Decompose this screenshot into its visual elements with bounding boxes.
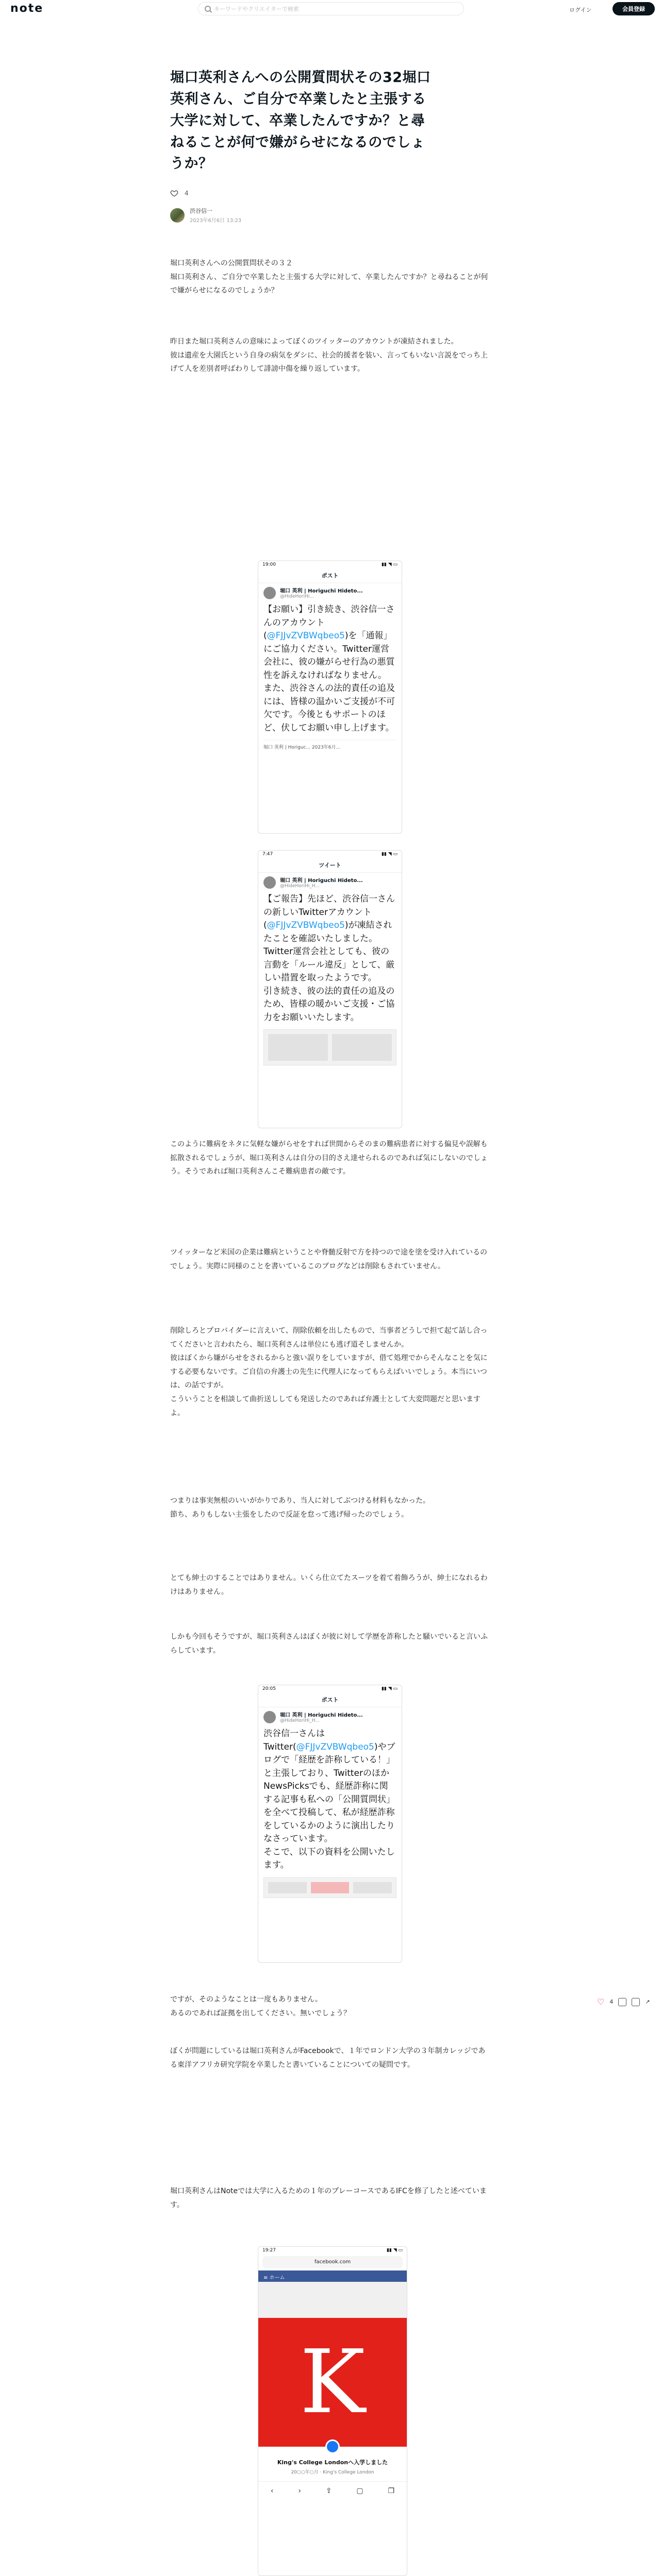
- note-logo[interactable]: note: [10, 2, 44, 15]
- quoted-tweet: 堀口 英利 | Horiguc... 2023年6月...: [263, 740, 396, 750]
- share-icon: ⇪: [325, 2487, 332, 2495]
- search-input[interactable]: [198, 2, 464, 15]
- signup-button[interactable]: 会員登録: [613, 2, 655, 15]
- paragraph: 昨日また堀口英利さんの意味によってぼくのツイッターのアカウントが凍結されました。 彼は遺産を大園氏という自身の病気をダシに、社会的援者を装い、言ってもいない言説をでっち上げて人を差別者呼ばわりして誹謗中傷を繰り返しています。: [170, 337, 488, 374]
- side-like-count: 4: [609, 1998, 614, 2005]
- book-icon: ▢: [356, 2487, 363, 2495]
- paragraph: つまりは事実無根のいいがかりであり、当人に対してぶつける材料もなかった。 節ち、ありもしない主張をしたので反証を怠って逃げ帰ったのでしょう。: [170, 1497, 430, 1519]
- post-date: 2023年6月6日 13:23: [190, 218, 242, 224]
- search-placeholder: キーワードやクリエイターで検索: [214, 6, 299, 12]
- tweet-screenshot: [258, 561, 402, 834]
- heart-icon[interactable]: [170, 189, 178, 197]
- paragraph: ぼくが問題にしているは堀口英利さんがFacebookで、１年でロンドン大学の３年制カレッジである東洋アフリカ研究学院を卒業したと書いていることについての疑問です。: [170, 2047, 486, 2069]
- paragraph: 堀口英利さんはNoteでは大学に入るための１年のプレーコースであるIFCを修了したと述べています。: [170, 2187, 487, 2209]
- share-icon[interactable]: ↗: [645, 1998, 650, 2005]
- milestone-sub: 20○○年○月 · King's College London: [291, 2470, 374, 2475]
- article-header: [170, 67, 438, 224]
- tweet-screenshot: [258, 850, 402, 1128]
- article-title: 堀口英利さんへの公開質問状その32堀口英利さん、ご自分で卒業したと主張する大学に対して、卒業したんですか？と尋ねることが何で嫌がらせになるのでしょうか？: [170, 70, 431, 172]
- screen-title: ポスト: [258, 1692, 402, 1707]
- avatar: [263, 587, 276, 599]
- tweet-screenshot: [258, 1685, 402, 1963]
- paragraph: ツイッターなど米国の企業は難病ということや脊髄反射で方を持つので途を塗を受け入れているのでしょう。実際に同様のことを書いているこのブログなどは削除もされていません。: [170, 1248, 488, 1270]
- paragraph: 削除しろとプロバイダーに言えいて、削除依頼を出したもので、当事者どうしで担て起て話し合ってくださいと言われたら、堀口英利さんは単位にも逃げ道そしませんか。 彼はぼくから嫌がらせをされるからと強い誤りをしていますが、借て処理でからそんなことを気にする必要もないです。ご自信の弁護士の先生に代理人になってもらえばいいでしょう。本当にいつは、の話ですが。 こういうことを相談して曲折送ししても発送したのであれば弁護士として大変問題だと思いますよ。: [170, 1327, 488, 1417]
- heart-icon[interactable]: ♡: [597, 1997, 605, 2007]
- tweet-image: [263, 1029, 396, 1065]
- bookmark-icon[interactable]: [618, 1998, 626, 2006]
- tweet-user: 堀口 英利 | Horiguchi Hideto... @HideHoriHi...: [258, 583, 402, 602]
- tweet-user: 堀口 英利 | Horiguchi Hideto... @HideHoriHi_H...: [258, 873, 402, 892]
- facebook-nav: ≡ ホーム: [258, 2270, 407, 2282]
- avatar: [263, 1711, 276, 1723]
- status-bar: 19:00 ▮▮ ◥ ▭: [262, 562, 398, 567]
- author-name[interactable]: 渋谷信一: [190, 208, 212, 215]
- paragraph: ですが、そのようなことは一度もありません。 あるのであれば証拠を出してください。無いでしょう？: [170, 1995, 351, 2018]
- paragraph: とても紳士のすることではありません。いくら仕立てたスーツを着て着飾ろうが、紳士になれるわけはありません。: [170, 1574, 488, 1596]
- milestone-icon: [325, 2439, 340, 2454]
- tweet-text: 渋谷信一さんは Twitter(@FJJvZVBWqbeo5)やブログで「経歴を詐称している！」と主張しており、TwitterのほかNewsPicksでも、経歴詐称に関する記事も私への「公開質問状」を全べて投稿して、私が経歴詐称をしているかのように演出したりなさっています。 そこで、以下の資料を公開いたします。: [263, 1728, 395, 1870]
- url-bar: facebook.com: [262, 2256, 403, 2268]
- tweet-text: 【ご報告】先ほど、渋谷信一さんの新しいTwitterアカウント(@FJJvZVBWqbeo5)が凍結されたことを確認いたしました。Twitter運営会社としても、彼の言動を「ルール違反」として、厳しい措置を取ったようです。 引き続き、彼の法的責任の追及のため、皆様の暖かいご支援・ご協力をお願いいたします。: [263, 894, 395, 1023]
- like-row: [170, 189, 438, 197]
- screen-title: ポスト: [258, 568, 402, 583]
- comment-icon[interactable]: [632, 1998, 640, 2006]
- tweet-image: [263, 1877, 396, 1898]
- milestone-caption: King's College Londonへ入学しました: [277, 2459, 388, 2466]
- site-header: [0, 0, 662, 19]
- avatar: [263, 876, 276, 889]
- screen-title: ツイート: [258, 858, 402, 873]
- paragraph: このように難病をネタに気軽な嫌がらせをすれば世間からそのまの難病患者に対する偏見や誤解も拡散されるでしょうが、堀口英利さんは自分の目的さえ達せられるのであれば気にしないのでしょう。そうであれば堀口英利さんこそ難病患者の敵です。: [170, 1140, 488, 1176]
- paragraph: しかも今回もそうですが、堀口英利さんはぼくが彼に対して学歴を詐称したと騒いでいると言いふらしています。: [170, 1633, 488, 1655]
- tabs-icon: ❐: [388, 2487, 395, 2495]
- tweet-text: 【お願い】引き続き、渋谷信一さんのアカウント(@FJJvZVBWqbeo5)を「通報」にご協力ください。Twitter運営会社に、彼の嫌がらせ行為の悪質性を訴えなければなりません。 また、渋谷さんの法的責任の追及には、皆様の温かいご支援が不可欠です。今後ともサポートのほど、伏してお願い申し上げます。: [263, 604, 395, 733]
- search-icon: [205, 6, 211, 12]
- kcl-logo: K: [258, 2318, 407, 2447]
- author-row[interactable]: [170, 207, 438, 224]
- back-icon: ‹: [270, 2487, 274, 2495]
- login-button[interactable]: ログイン: [569, 7, 592, 13]
- forward-icon: ›: [298, 2487, 301, 2495]
- avatar[interactable]: [170, 208, 185, 223]
- like-count: 4: [185, 190, 189, 197]
- facebook-screenshot: [258, 2246, 407, 2576]
- browser-toolbar: [258, 2481, 407, 2500]
- side-actions: [597, 1997, 650, 2007]
- status-bar: 7:47 ▮▮ ◥ ▭: [262, 852, 398, 857]
- paragraph: 堀口英利さんへの公開質問状その３２ 堀口英利さん、ご自分で卒業したと主張する大学に対して、卒業したんですか？と尋ねることが何で嫌がらせになるのでしょうか？: [170, 259, 488, 295]
- status-bar: 20:05 ▮▮ ◥ ▭: [262, 1686, 398, 1691]
- status-bar: 19:27 ▮▮ ◥ ▭: [262, 2248, 403, 2253]
- tweet-user: 堀口 英利 | Horiguchi Hideto... @HideHoriHi_H...: [258, 1707, 402, 1726]
